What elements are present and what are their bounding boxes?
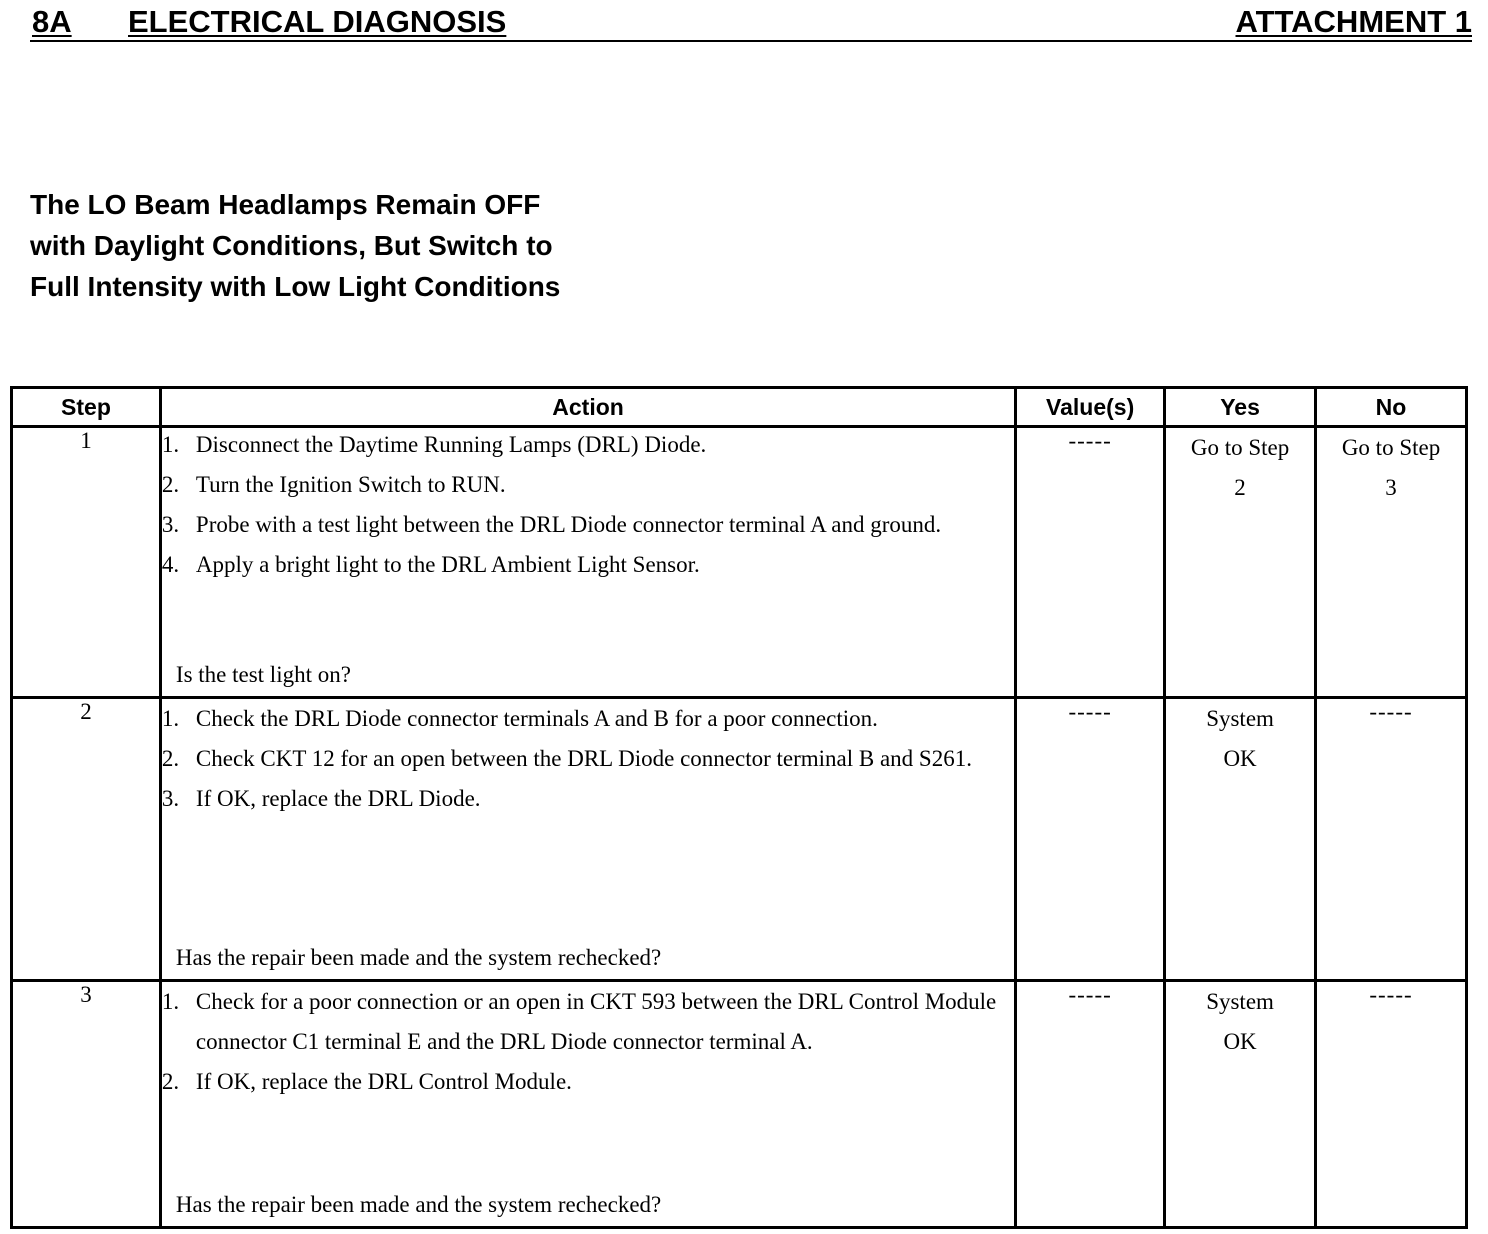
action-item-number: 3. <box>161 512 180 537</box>
no-line: 3 <box>1385 475 1397 500</box>
diagnostic-table <box>10 386 1468 1229</box>
section-number: 8A <box>32 4 72 39</box>
action-item-text: Check CKT 12 for an open between the DRL Diode connector terminal B and S261. <box>195 746 972 771</box>
action-item-number: 2. <box>161 1069 180 1094</box>
action-item <box>162 779 1014 819</box>
section-title: ELECTRICAL DIAGNOSIS <box>128 4 507 39</box>
action-cell <box>160 698 1015 981</box>
action-item-text: If OK, replace the DRL Control Module. <box>195 1069 572 1094</box>
action-item <box>162 508 1014 542</box>
table-row <box>12 427 1467 698</box>
action-item <box>162 982 1014 1062</box>
header-values: Value(s) <box>1016 388 1165 427</box>
procedure-title-line: with Daylight Conditions, But Switch to <box>30 230 553 261</box>
yes-line: 2 <box>1234 475 1246 500</box>
action-item <box>162 468 1014 502</box>
action-item <box>162 1062 1014 1102</box>
action-item-number: 4. <box>161 552 180 577</box>
action-item <box>162 699 1014 739</box>
value-cell: ----- <box>1016 427 1165 698</box>
value-cell: ----- <box>1016 981 1165 1228</box>
yes-cell <box>1165 698 1316 981</box>
header-action: Action <box>160 388 1015 427</box>
action-item-text: Apply a bright light to the DRL Ambient Light Sensor. <box>195 552 700 577</box>
header-no: No <box>1316 388 1467 427</box>
no-cell <box>1316 427 1467 698</box>
action-question: Has the repair been made and the system rechecked? <box>175 945 662 970</box>
table-row <box>12 698 1467 981</box>
yes-line: OK <box>1223 746 1257 771</box>
procedure-title-line: The LO Beam Headlamps Remain OFF <box>30 189 541 220</box>
procedure-title <box>30 184 560 307</box>
yes-cell <box>1165 981 1316 1228</box>
attachment-label: ATTACHMENT 1 <box>1235 4 1472 39</box>
action-item-text: Probe with a test light between the DRL Diode connector terminal A and ground. <box>195 512 942 537</box>
yes-line: OK <box>1223 1029 1257 1054</box>
procedure-title-line: Full Intensity with Low Light Conditions <box>30 271 561 302</box>
no-cell: ----- <box>1316 981 1467 1228</box>
table-header-row <box>12 388 1467 427</box>
yes-cell <box>1165 427 1316 698</box>
value-cell: ----- <box>1016 698 1165 981</box>
action-item-number: 2. <box>161 746 180 771</box>
no-cell: ----- <box>1316 698 1467 981</box>
action-item <box>162 548 1014 582</box>
action-item <box>162 428 1014 462</box>
action-item-text: Disconnect the Daytime Running Lamps (DRL) Diode. <box>195 432 707 457</box>
step-number: 2 <box>12 698 161 981</box>
action-item-number: 1. <box>161 989 180 1014</box>
action-item-number: 2. <box>161 472 180 497</box>
yes-line: System <box>1206 706 1274 731</box>
action-item-text: Turn the Ignition Switch to RUN. <box>195 472 506 497</box>
action-item-number: 1. <box>161 706 180 731</box>
action-cell <box>160 981 1015 1228</box>
action-item-number: 1. <box>161 432 180 457</box>
yes-line: Go to Step <box>1190 435 1290 460</box>
table-row <box>12 981 1467 1228</box>
page-header <box>30 4 1472 42</box>
action-item-text: Check for a poor connection or an open in CKT 593 between the DRL Control Module connector C1 terminal E and the DRL Diode connector terminal A. <box>195 989 997 1054</box>
action-question: Has the repair been made and the system rechecked? <box>175 1192 662 1217</box>
step-number: 3 <box>12 981 161 1228</box>
no-line: Go to Step <box>1341 435 1441 460</box>
action-item-text: Check the DRL Diode connector terminals A and B for a poor connection. <box>195 706 878 731</box>
action-item <box>162 739 1014 779</box>
step-number: 1 <box>12 427 161 698</box>
action-item-text: If OK, replace the DRL Diode. <box>195 786 481 811</box>
action-question: Is the test light on? <box>175 662 351 687</box>
yes-line: System <box>1206 989 1274 1014</box>
action-item-number: 3. <box>161 786 180 811</box>
header-yes: Yes <box>1165 388 1316 427</box>
header-step: Step <box>12 388 161 427</box>
action-cell <box>160 427 1015 698</box>
